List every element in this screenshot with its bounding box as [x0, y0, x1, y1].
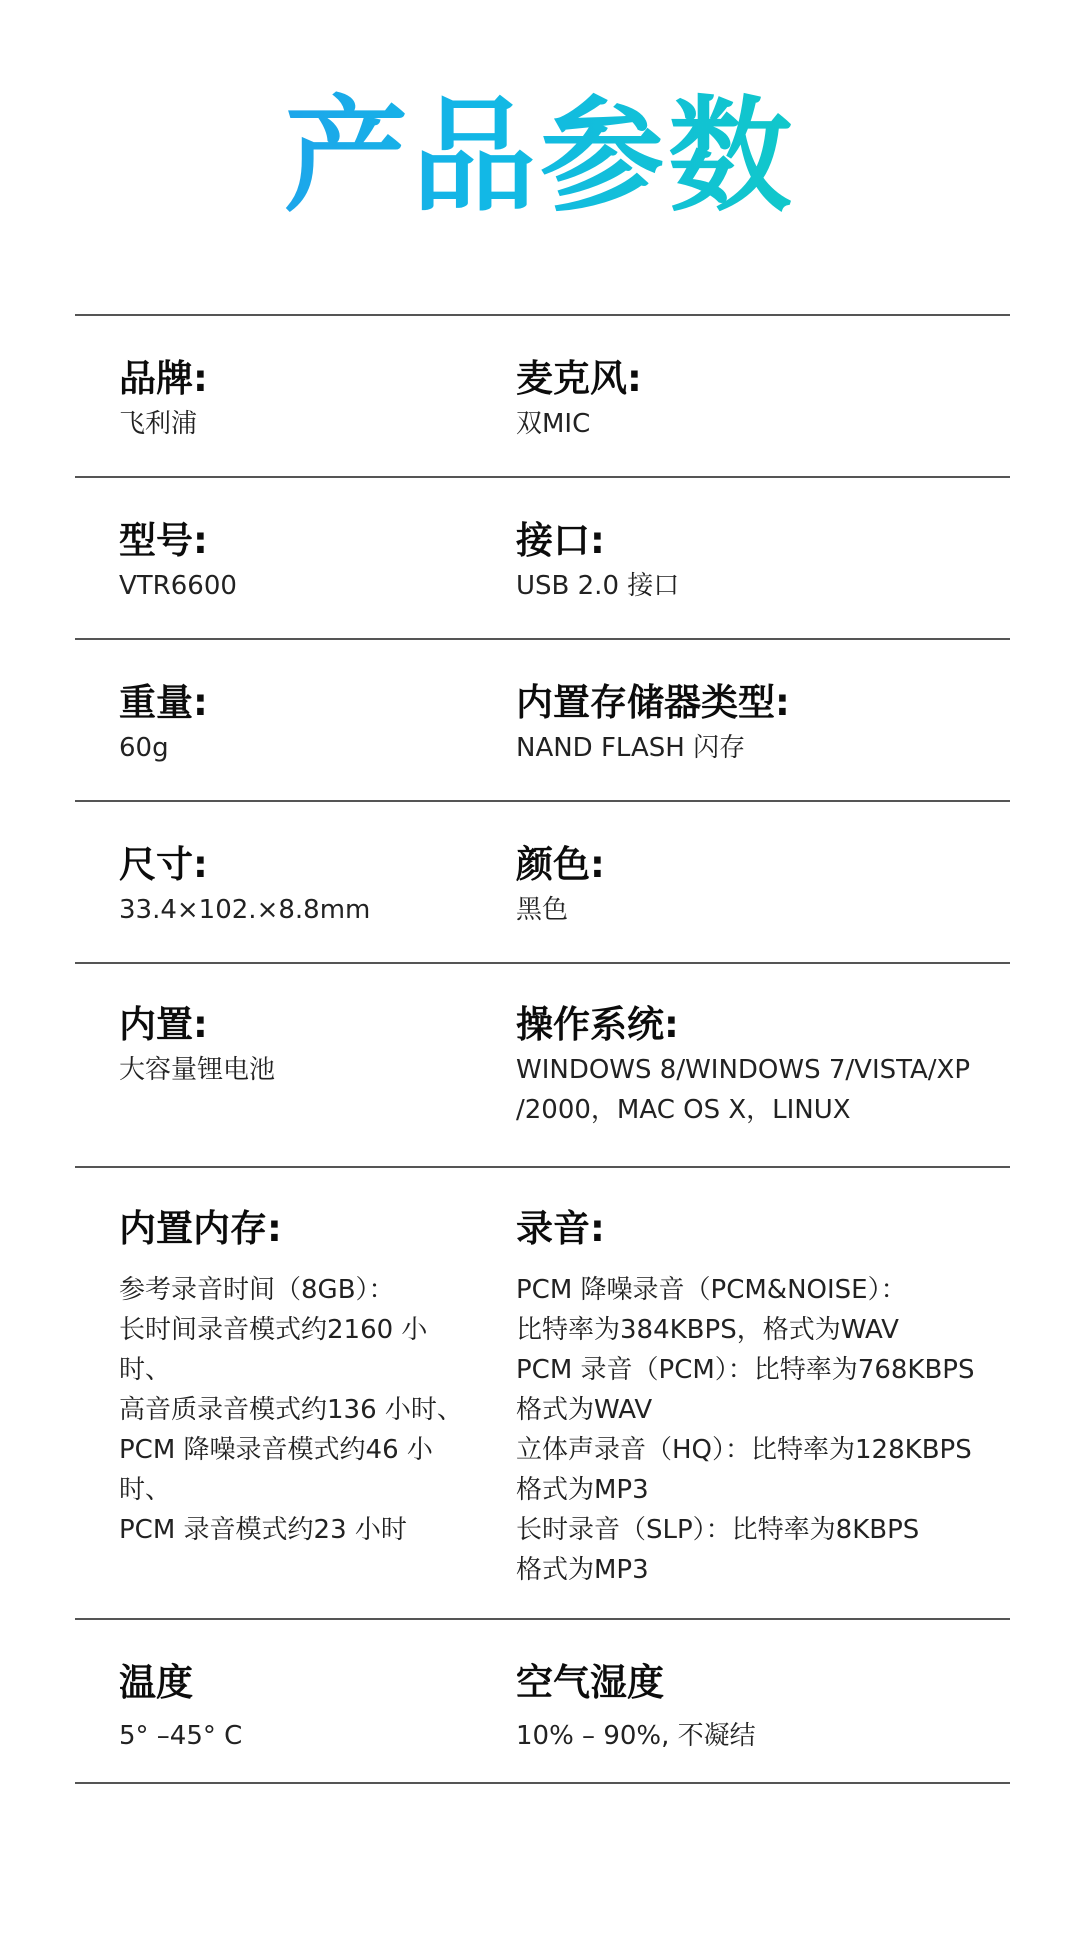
spec-model [119, 518, 469, 606]
spec-label: 颜色: [516, 843, 605, 886]
spec-size [119, 842, 469, 930]
spec-color [516, 842, 1010, 930]
spec-label: 接口: [516, 519, 605, 562]
spec-label: 内置: [119, 1003, 208, 1046]
spec-label: 空气湿度 [516, 1661, 664, 1704]
spec-operating-system [516, 1002, 1010, 1130]
spec-row-brand-mic [75, 314, 1010, 476]
spec-storage-type [516, 680, 1010, 768]
spec-microphone [516, 356, 1010, 444]
spec-value: 33.4×102.×8.8mm [119, 895, 371, 925]
spec-interface [516, 518, 1010, 606]
spec-built-in [119, 1002, 469, 1090]
spec-row-temperature-humidity [75, 1618, 1010, 1784]
spec-value: 大容量锂电池 [119, 1055, 276, 1085]
spec-weight [119, 680, 469, 768]
spec-label: 品牌: [119, 357, 208, 400]
spec-row-battery-os [75, 962, 1010, 1166]
spec-value: 双MIC [516, 409, 591, 439]
spec-brand [119, 356, 469, 444]
spec-value: WINDOWS 8/WINDOWS 7/VISTA/XP /2000，MAC OS X，LINUX [516, 1055, 971, 1125]
spec-label: 麦克风: [516, 357, 642, 400]
spec-row-model-interface [75, 476, 1010, 638]
spec-label: 操作系统: [516, 1003, 679, 1046]
spec-label: 内置内存: [119, 1207, 282, 1250]
spec-label: 温度 [119, 1661, 193, 1704]
spec-value: PCM 降噪录音（PCM&NOISE）： 比特率为384KBPS，格式为WAV PCM 录音（PCM）：比特率为768KBPS 格式为WAV 立体声录音（HQ）：比特率为128KBPS 格式为MP3 长时录音（SLP）：比特率为8KBPS 格式为MP3 [516, 1275, 975, 1585]
spec-row-weight-storage [75, 638, 1010, 800]
spec-value: NAND FLASH 闪存 [516, 733, 746, 763]
spec-label: 录音: [516, 1207, 605, 1250]
spec-value: 5° –45° C [119, 1721, 243, 1751]
spec-value: 10% – 90%, 不凝结 [516, 1721, 756, 1751]
spec-recording [516, 1206, 1010, 1590]
spec-value: 黑色 [516, 895, 569, 925]
spec-value: USB 2.0 接口 [516, 571, 680, 601]
spec-value: 60g [119, 733, 169, 763]
spec-table [75, 314, 1010, 1784]
spec-value: VTR6600 [119, 571, 237, 601]
spec-row-size-color [75, 800, 1010, 962]
spec-value: 参考录音时间（8GB）： 长时间录音模式约2160 小时、 高音质录音模式约136 小时、 PCM 降噪录音模式约46 小时、 PCM 录音模式约23 小时 [119, 1275, 463, 1545]
spec-label: 重量: [119, 681, 208, 724]
spec-label: 尺寸: [119, 843, 208, 886]
spec-row-memory-recording [75, 1166, 1010, 1618]
spec-temperature [119, 1660, 469, 1756]
spec-humidity [516, 1660, 1010, 1756]
spec-internal-memory [119, 1206, 469, 1550]
page-title: 产品参数 [0, 82, 1080, 232]
spec-value: 飞利浦 [119, 409, 198, 439]
spec-label: 型号: [119, 519, 208, 562]
spec-label: 内置存储器类型: [516, 681, 790, 724]
